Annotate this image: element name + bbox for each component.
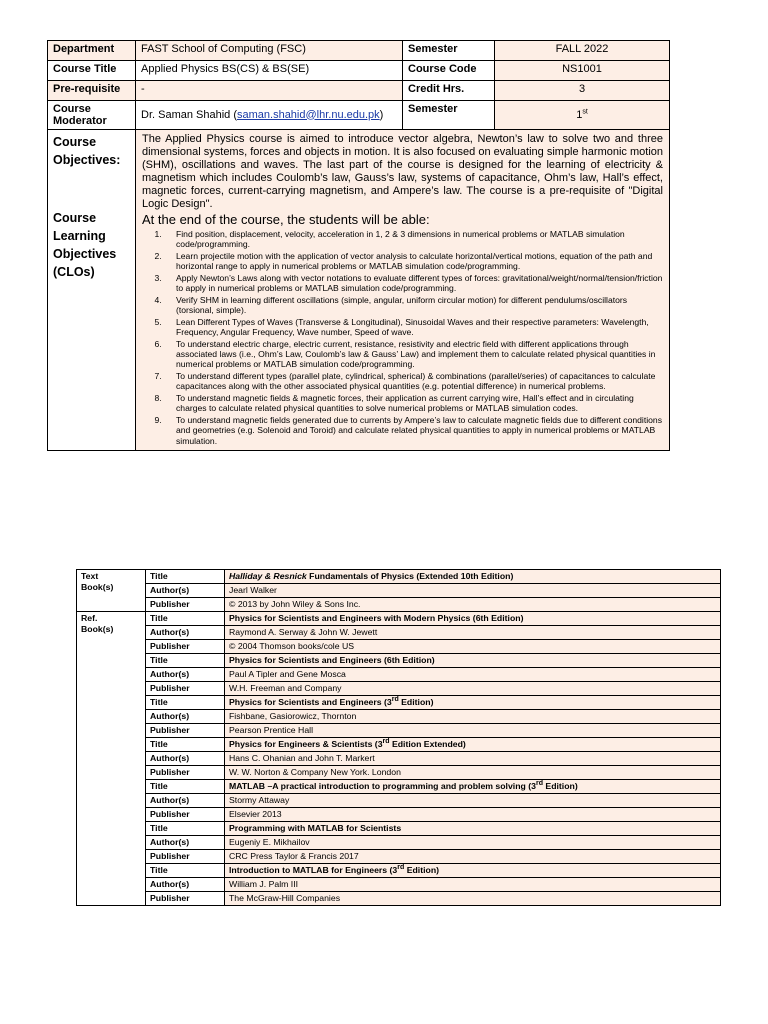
clo-item: 9. To understand magnetic fields generated due to currents by Ampere’s law to calculate magnetic fields due to different conditions and geometries (e.g. Solenoid and Toroid) and calculate related physical quantities to apply in numerical problems or MATLAB simulation. [164, 415, 663, 446]
ref-book-publisher: W. W. Norton & Company New York. London [225, 766, 721, 780]
text-book-title-authors: Halliday & Resnick [229, 571, 307, 581]
side-labels-cell [48, 130, 136, 451]
text-book-title-row [77, 570, 721, 584]
clo-item: 4. Verify SHM in learning different oscillations (simple, angular, uniform circular motion) for different pendulums/oscillators (torsional, simple). [164, 295, 663, 315]
ref-book-title: Physics for Scientists and Engineers with Modern Physics (6th Edition) [225, 612, 721, 626]
ref-book-publisher-row [77, 850, 721, 864]
ref-book-publisher: W.H. Freeman and Company [225, 682, 721, 696]
ref-book-author-row [77, 878, 721, 892]
clo-label-line4: (CLOs) [53, 265, 95, 279]
department-row [48, 41, 670, 61]
field-publisher: Publisher [146, 724, 225, 738]
prerequisite-row [48, 81, 670, 101]
ref-book-title-part2: Edition) [404, 865, 440, 875]
field-title: Title [146, 696, 225, 710]
text-books-label-line1: Text [81, 571, 99, 581]
field-title: Title [146, 612, 225, 626]
clo-list [142, 229, 663, 446]
semester2-number: 1 [576, 108, 583, 121]
ref-book-author-row [77, 752, 721, 766]
course-info-table [47, 40, 670, 451]
ref-book-title-part2: Edition) [542, 781, 578, 791]
ref-book-author: Paul A Tipler and Gene Mosca [225, 668, 721, 682]
field-author: Author(s) [146, 710, 225, 724]
books-body [77, 570, 721, 906]
field-author: Author(s) [146, 584, 225, 598]
clo-item: 3. Apply Newton’s Laws along with vector notations to evaluate different types of forces: gravitational/weight/normal/tension/friction to apply in numerical problems or MATLAB simulation code/programming. [164, 273, 663, 293]
ref-book-title-row [77, 696, 721, 710]
course-code-value: NS1001 [495, 61, 670, 81]
ref-book-publisher-row [77, 724, 721, 738]
field-publisher: Publisher [146, 766, 225, 780]
text-book-title [225, 570, 721, 584]
ref-book-title-ordinal: rd [397, 864, 405, 872]
ref-book-title-row [77, 780, 721, 794]
text-books-label [77, 570, 146, 612]
clo-item: 6. To understand electric charge, electric current, resistance, resistivity and electric field with different applications through associated laws (i.e., Ohm’s Law, Coulomb’s law & Gauss’ Law) and implement them to calculate related physical quantities in numerical problems or MATLAB simulation code/programming. [164, 339, 663, 370]
ref-book-publisher: CRC Press Taylor & Francis 2017 [225, 850, 721, 864]
ref-book-author-row [77, 710, 721, 724]
clo-label [53, 209, 130, 281]
prerequisite-value: - [136, 81, 403, 101]
ref-book-title [225, 738, 721, 752]
field-author: Author(s) [146, 752, 225, 766]
ref-book-title [225, 780, 721, 794]
ref-book-author-row [77, 836, 721, 850]
field-publisher: Publisher [146, 892, 225, 906]
semester2-suffix: st [582, 107, 588, 115]
field-author: Author(s) [146, 794, 225, 808]
ref-book-title [225, 696, 721, 710]
ref-book-title-part1: Physics for Engineers & Scientists (3 [229, 739, 383, 749]
ref-book-title-part1: Introduction to MATLAB for Engineers (3 [229, 865, 398, 875]
field-author: Author(s) [146, 626, 225, 640]
ref-book-author: Eugeniy E. Mikhailov [225, 836, 721, 850]
department-value: FAST School of Computing (FSC) [136, 41, 403, 61]
text-books-label-line2: Book(s) [81, 581, 114, 592]
ref-book-author: Raymond A. Serway & John W. Jewett [225, 626, 721, 640]
objectives-row [48, 130, 670, 212]
ref-book-publisher-row [77, 640, 721, 654]
ref-book-title-row [77, 822, 721, 836]
moderator-label-line2: Moderator [53, 115, 107, 127]
objectives-text: The Applied Physics course is aimed to introduce vector algebra, Newton’s law to solve two and three dimensional systems, forces and objects in motion. It is also focused on evaluating simple harmonic motion (SHM), oscillations and waves. The last part of the course is designed for the learning of electricity & magnetism which includes Coulomb’s law, Gauss’s law, systems of capacitance, Ohm’s law, Hall’s effect, magnetic forces, current-carrying magnetism, and Ampere’s law. The course is a pre-requisite of "Digital Logic Design". [136, 130, 670, 212]
semester-value: FALL 2022 [495, 41, 670, 61]
ref-book-title-part2: Edition Extended) [389, 739, 466, 749]
books-table [76, 569, 721, 906]
field-author: Author(s) [146, 836, 225, 850]
ref-book-title-ordinal: rd [535, 780, 543, 788]
objectives-label-line1: Course [53, 135, 97, 149]
ref-book-title-part1: Physics for Scientists and Engineers (3 [229, 697, 392, 707]
ref-book-publisher-row [77, 808, 721, 822]
ref-book-author: Stormy Attaway [225, 794, 721, 808]
moderator-value [136, 101, 403, 130]
ref-book-author: William J. Palm III [225, 878, 721, 892]
credit-hours-value: 3 [495, 81, 670, 101]
field-author: Author(s) [146, 668, 225, 682]
ref-book-title [225, 864, 721, 878]
ref-book-title-part2: Edition) [398, 697, 434, 707]
field-publisher: Publisher [146, 598, 225, 612]
course-code-label: Course Code [403, 61, 495, 81]
ref-book-publisher: Elsevier 2013 [225, 808, 721, 822]
field-title: Title [146, 864, 225, 878]
ref-book-publisher-row [77, 682, 721, 696]
text-book-publisher: © 2013 by John Wiley & Sons Inc. [225, 598, 721, 612]
clo-item: 1. Find position, displacement, velocity, acceleration in 1, 2 & 3 dimensions in numerical problems or MATLAB simulation code/programming. [164, 229, 663, 249]
moderator-email-link[interactable]: saman.shahid@lhr.nu.edu.pk [237, 108, 380, 121]
field-title: Title [146, 738, 225, 752]
clo-item: 8. To understand magnetic fields & magnetic forces, their application as current carrying wire, Hall’s effect and in circulating charges to calculate related physical quantities to solve numerical problems or MATLAB simulation codes. [164, 393, 663, 413]
semester2-value [495, 101, 670, 130]
field-publisher: Publisher [146, 808, 225, 822]
objectives-label [53, 133, 130, 169]
moderator-close-paren: ) [379, 108, 384, 121]
credit-hours-label: Credit Hrs. [403, 81, 495, 101]
text-book-title-rest: Fundamentals of Physics (Extended 10th Edition) [306, 571, 514, 581]
field-title: Title [146, 654, 225, 668]
course-title-value: Applied Physics BS(CS) & BS(SE) [136, 61, 403, 81]
clo-intro: At the end of the course, the students will be able: [142, 212, 430, 227]
ref-book-publisher: © 2004 Thomson books/cole US [225, 640, 721, 654]
field-title: Title [146, 570, 225, 584]
department-label: Department [48, 41, 136, 61]
clo-row [48, 211, 670, 451]
clo-item: 2. Learn projectile motion with the application of vector analysis to calculate horizontal/vertical motions, equation of the path and horizontal range to apply in numerical problems or MATLAB simulation code/programming. [164, 251, 663, 271]
ref-book-title-row [77, 738, 721, 752]
clo-item: 5. Lean Different Types of Waves (Transverse & Longitudinal), Sinusoidal Waves and their respective parameters: Wavelength, Frequency, Angular Frequency, Wave number, Speed of wave. [164, 317, 663, 337]
field-publisher: Publisher [146, 682, 225, 696]
ref-books-label-line1: Ref. [81, 613, 98, 623]
ref-book-author: Fishbane, Gasiorowicz, Thornton [225, 710, 721, 724]
ref-book-publisher-row [77, 766, 721, 780]
ref-book-title-row [77, 864, 721, 878]
ref-book-author: Hans C. Ohanian and John T. Markert [225, 752, 721, 766]
field-author: Author(s) [146, 878, 225, 892]
clo-label-line1: Course [53, 211, 97, 225]
ref-book-title-row [77, 654, 721, 668]
moderator-label-line1: Course [53, 103, 91, 115]
moderator-row [48, 101, 670, 130]
ref-book-title-part1: MATLAB –A practical introduction to programming and problem solving (3 [229, 781, 536, 791]
prerequisite-label: Pre-requisite [48, 81, 136, 101]
ref-book-title: Programming with MATLAB for Scientists [225, 822, 721, 836]
clo-content [136, 211, 670, 451]
text-book-author-row [77, 584, 721, 598]
field-title: Title [146, 822, 225, 836]
field-title: Title [146, 780, 225, 794]
field-publisher: Publisher [146, 640, 225, 654]
ref-book-title-ordinal: rd [382, 738, 390, 746]
ref-books-label-line2: Book(s) [81, 623, 114, 634]
text-book-author: Jearl Walker [225, 584, 721, 598]
moderator-name: Dr. Saman Shahid ( [141, 108, 237, 121]
clo-label-line3: Objectives [53, 247, 117, 261]
ref-book-publisher: The McGraw-Hill Companies [225, 892, 721, 906]
semester2-label: Semester [403, 101, 495, 130]
course-title-label: Course Title [48, 61, 136, 81]
clo-label-line2: Learning [53, 229, 106, 243]
text-book-publisher-row [77, 598, 721, 612]
ref-book-publisher-row [77, 892, 721, 906]
ref-books-label [77, 612, 146, 906]
ref-book-title: Physics for Scientists and Engineers (6th Edition) [225, 654, 721, 668]
ref-book-publisher: Pearson Prentice Hall [225, 724, 721, 738]
clo-item: 7. To understand different types (parallel plate, cylindrical, spherical) & combinations (parallel/series) of capacitances to calculate capacitances along with the other associated physical quantities (e.g. potential difference) in numerical problems. [164, 371, 663, 391]
semester-label: Semester [403, 41, 495, 61]
field-publisher: Publisher [146, 850, 225, 864]
course-title-row [48, 61, 670, 81]
ref-book-author-row [77, 794, 721, 808]
ref-book-author-row [77, 668, 721, 682]
objectives-label-line2: Objectives: [53, 153, 121, 167]
ref-book-title-row [77, 612, 721, 626]
moderator-label [48, 101, 136, 130]
ref-book-title-ordinal: rd [391, 696, 399, 704]
ref-book-author-row [77, 626, 721, 640]
